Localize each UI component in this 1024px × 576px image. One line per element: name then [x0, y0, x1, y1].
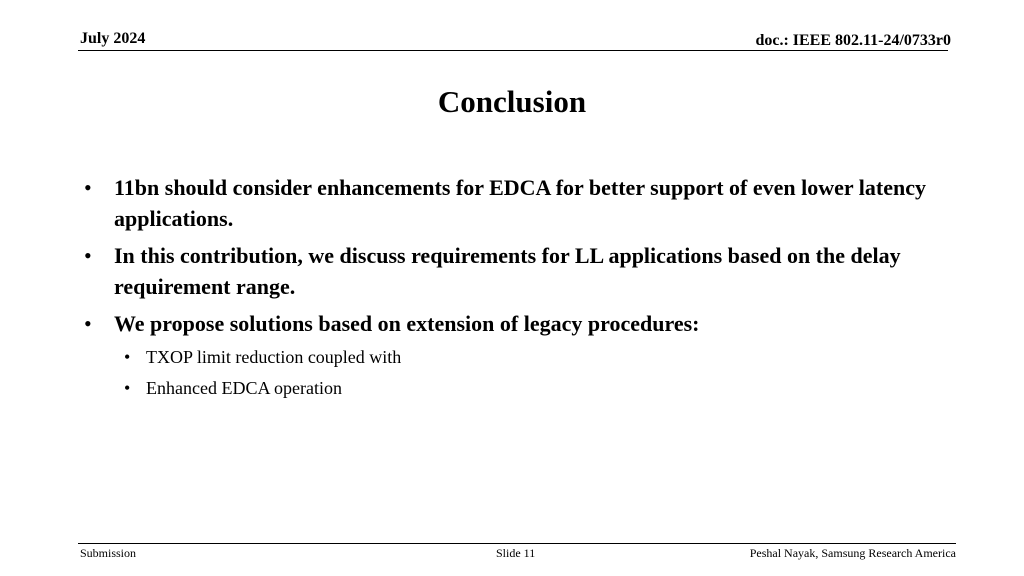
footer-submission: Submission [80, 546, 137, 560]
bullet-dot: • [84, 175, 92, 200]
footer-author: Peshal Nayak, Samsung Research America [749, 546, 956, 560]
bullet-text: In this contribution, we discuss requirements for LL applications based on the delay requirement range. [114, 243, 901, 299]
sub-bullet-item [84, 345, 944, 369]
bullet-dot: • [84, 243, 92, 268]
bullet-text: 11bn should consider enhancements for EDCA for better support of even lower latency applications. [114, 175, 926, 231]
bullet-text: We propose solutions based on extension of legacy procedures: [114, 311, 700, 336]
header-doc-id: doc.: IEEE 802.11-24/0733r0 [755, 32, 951, 49]
sub-bullet-dot: • [124, 347, 131, 367]
header-date: July 2024 [80, 30, 146, 47]
slide-content [84, 172, 944, 407]
bullet-item [84, 172, 944, 234]
slide-title: Conclusion [437, 84, 587, 119]
bullet-item [84, 308, 944, 339]
sub-bullet-item [84, 376, 944, 400]
header-rule [78, 50, 948, 51]
footer-slide-number: Slide 11 [496, 546, 536, 560]
sub-bullet-dot: • [124, 378, 131, 398]
bullet-dot: • [84, 311, 92, 336]
sub-bullet-text: TXOP limit reduction coupled with [146, 347, 402, 367]
footer-rule [78, 543, 956, 544]
sub-bullet-text: Enhanced EDCA operation [146, 378, 342, 398]
bullet-item [84, 240, 944, 302]
